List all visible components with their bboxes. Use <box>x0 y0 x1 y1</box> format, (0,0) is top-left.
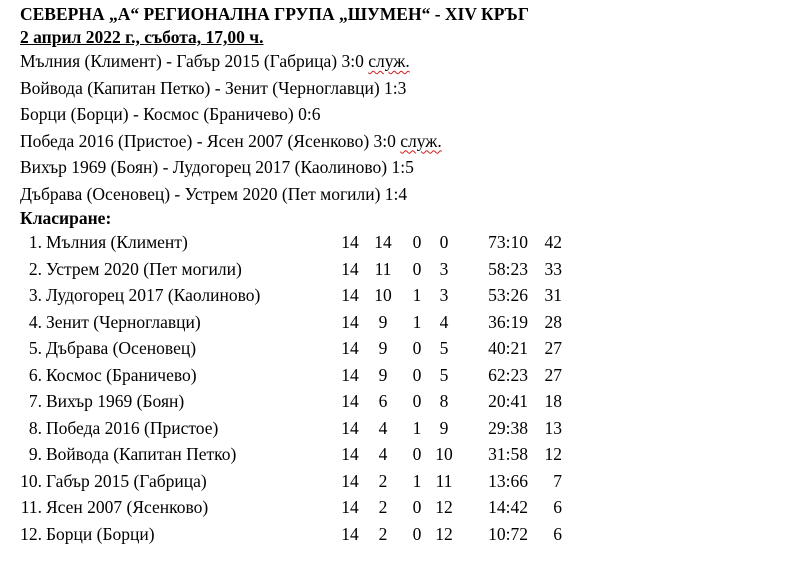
table-row <box>20 282 562 309</box>
team-cell: Ясен 2007 (Ясенково) <box>46 497 209 517</box>
goals-cell: 31:58 <box>488 444 528 464</box>
goals-cell: 73:10 <box>488 232 528 252</box>
match-note: служ. <box>368 51 410 71</box>
standings-heading: Класиране: <box>20 208 112 228</box>
played-cell: 14 <box>341 497 359 517</box>
table-row <box>20 468 562 495</box>
team-cell: Устрем 2020 (Пет могили) <box>46 258 242 279</box>
points-cell: 31 <box>544 285 562 305</box>
position-cell: 4. <box>28 311 42 332</box>
points-cell: 27 <box>544 364 562 385</box>
team-cell: Войвода (Капитан Петко) <box>46 444 237 464</box>
table-row <box>20 256 562 283</box>
match-result <box>20 75 800 102</box>
played-cell: 14 <box>341 391 359 411</box>
points-cell: 42 <box>544 232 562 252</box>
team-cell: Вихър 1969 (Боян) <box>46 391 185 411</box>
position-cell: 7. <box>28 391 42 411</box>
goals-cell: 40:21 <box>488 338 528 358</box>
won-cell: 4 <box>378 417 388 438</box>
match-text: Борци (Борци) - Космос (Браничево) 0:6 <box>20 104 321 124</box>
match-result <box>20 128 800 155</box>
played-cell: 14 <box>341 444 359 464</box>
won-cell: 2 <box>378 497 388 517</box>
position-cell: 9. <box>28 444 42 464</box>
position-cell: 3. <box>28 285 42 305</box>
team-cell: Лудогорец 2017 (Каолиново) <box>46 285 261 305</box>
standings-table <box>20 229 562 547</box>
points-cell: 6 <box>553 523 562 544</box>
points-cell: 33 <box>544 258 562 279</box>
drawn-cell: 0 <box>412 391 422 411</box>
team-cell: Борци (Борци) <box>46 523 155 544</box>
position-cell: 12. <box>20 523 42 544</box>
match-text: Победа 2016 (Пристое) - Ясен 2007 (Ясенково) 3:0 <box>20 130 401 151</box>
drawn-cell: 1 <box>412 285 422 305</box>
won-cell: 9 <box>378 364 388 385</box>
points-cell: 7 <box>553 470 562 491</box>
position-cell: 10. <box>20 470 42 491</box>
won-cell: 14 <box>374 232 392 252</box>
team-cell: Победа 2016 (Пристое) <box>46 417 219 438</box>
won-cell: 6 <box>378 391 388 411</box>
table-row <box>20 229 562 256</box>
table-row <box>20 494 562 521</box>
lost-cell: 12 <box>435 523 453 544</box>
match-text: Войвода (Капитан Петко) - Зенит (Черноглавци) 1:3 <box>20 77 407 98</box>
played-cell: 14 <box>341 523 359 544</box>
table-row <box>20 415 562 442</box>
table-row <box>20 309 562 336</box>
won-cell: 2 <box>378 470 388 491</box>
lost-cell: 11 <box>435 470 453 491</box>
match-text: Вихър 1969 (Боян) - Лудогорец 2017 (Каолиново) 1:5 <box>20 157 414 177</box>
lost-cell: 5 <box>439 338 449 358</box>
goals-cell: 58:23 <box>488 258 528 279</box>
round-date: 2 април 2022 г., събота, 17,00 ч. <box>20 27 264 47</box>
drawn-cell: 1 <box>412 417 422 438</box>
match-text: Дъбрава (Осеновец) - Устрем 2020 (Пет могили) 1:4 <box>20 183 408 204</box>
position-cell: 2. <box>28 258 42 279</box>
drawn-cell: 1 <box>412 311 422 332</box>
goals-cell: 62:23 <box>488 364 528 385</box>
team-cell: Мълния (Климент) <box>46 232 188 252</box>
team-cell: Дъбрава (Осеновец) <box>46 338 197 358</box>
played-cell: 14 <box>341 470 359 491</box>
position-cell: 1. <box>28 232 42 252</box>
played-cell: 14 <box>341 338 359 358</box>
position-cell: 8. <box>28 417 42 438</box>
played-cell: 14 <box>341 258 359 279</box>
table-row <box>20 441 562 468</box>
lost-cell: 10 <box>435 444 453 464</box>
points-cell: 27 <box>544 338 562 358</box>
team-cell: Габър 2015 (Габрица) <box>46 470 207 491</box>
table-row <box>20 335 562 362</box>
played-cell: 14 <box>341 311 359 332</box>
goals-cell: 29:38 <box>488 417 528 438</box>
lost-cell: 4 <box>439 311 449 332</box>
drawn-cell: 0 <box>412 497 422 517</box>
position-cell: 11. <box>20 497 42 517</box>
drawn-cell: 0 <box>412 444 422 464</box>
lost-cell: 3 <box>439 285 449 305</box>
points-cell: 18 <box>544 391 562 411</box>
points-cell: 13 <box>544 417 562 438</box>
position-cell: 6. <box>28 364 42 385</box>
document <box>20 0 800 547</box>
goals-cell: 10:72 <box>488 523 528 544</box>
won-cell: 9 <box>378 338 388 358</box>
goals-cell: 20:41 <box>488 391 528 411</box>
lost-cell: 3 <box>439 258 449 279</box>
team-cell: Зенит (Черноглавци) <box>46 311 201 332</box>
lost-cell: 12 <box>435 497 453 517</box>
goals-cell: 13:66 <box>488 470 528 491</box>
drawn-cell: 0 <box>412 232 422 252</box>
team-cell: Космос (Браничево) <box>46 364 197 385</box>
drawn-cell: 1 <box>412 470 422 491</box>
position-cell: 5. <box>28 338 42 358</box>
points-cell: 6 <box>553 497 562 517</box>
lost-cell: 0 <box>439 232 449 252</box>
points-cell: 28 <box>544 311 562 332</box>
lost-cell: 5 <box>439 364 449 385</box>
won-cell: 11 <box>374 258 392 279</box>
table-row <box>20 521 562 548</box>
played-cell: 14 <box>341 417 359 438</box>
goals-cell: 14:42 <box>488 497 528 517</box>
drawn-cell: 0 <box>412 364 422 385</box>
match-result <box>20 154 800 181</box>
match-text: Мълния (Климент) - Габър 2015 (Габрица) 3:0 <box>20 51 369 71</box>
lost-cell: 9 <box>439 417 449 438</box>
match-result <box>20 181 800 208</box>
won-cell: 10 <box>374 285 392 305</box>
match-note: служ. <box>400 130 442 151</box>
match-result <box>20 48 800 75</box>
goals-cell: 53:26 <box>488 285 528 305</box>
match-results <box>20 48 800 207</box>
table-row <box>20 388 562 415</box>
lost-cell: 8 <box>439 391 449 411</box>
drawn-cell: 0 <box>412 338 422 358</box>
drawn-cell: 0 <box>412 258 422 279</box>
goals-cell: 36:19 <box>488 311 528 332</box>
drawn-cell: 0 <box>412 523 422 544</box>
played-cell: 14 <box>341 285 359 305</box>
played-cell: 14 <box>341 364 359 385</box>
page-title: СЕВЕРНА „А“ РЕГИОНАЛНА ГРУПА „ШУМЕН“ - XIV КРЪГ <box>20 4 529 24</box>
played-cell: 14 <box>341 232 359 252</box>
table-row <box>20 362 562 389</box>
match-result <box>20 101 800 128</box>
won-cell: 2 <box>378 523 388 544</box>
won-cell: 9 <box>378 311 388 332</box>
points-cell: 12 <box>544 444 562 464</box>
won-cell: 4 <box>378 444 388 464</box>
